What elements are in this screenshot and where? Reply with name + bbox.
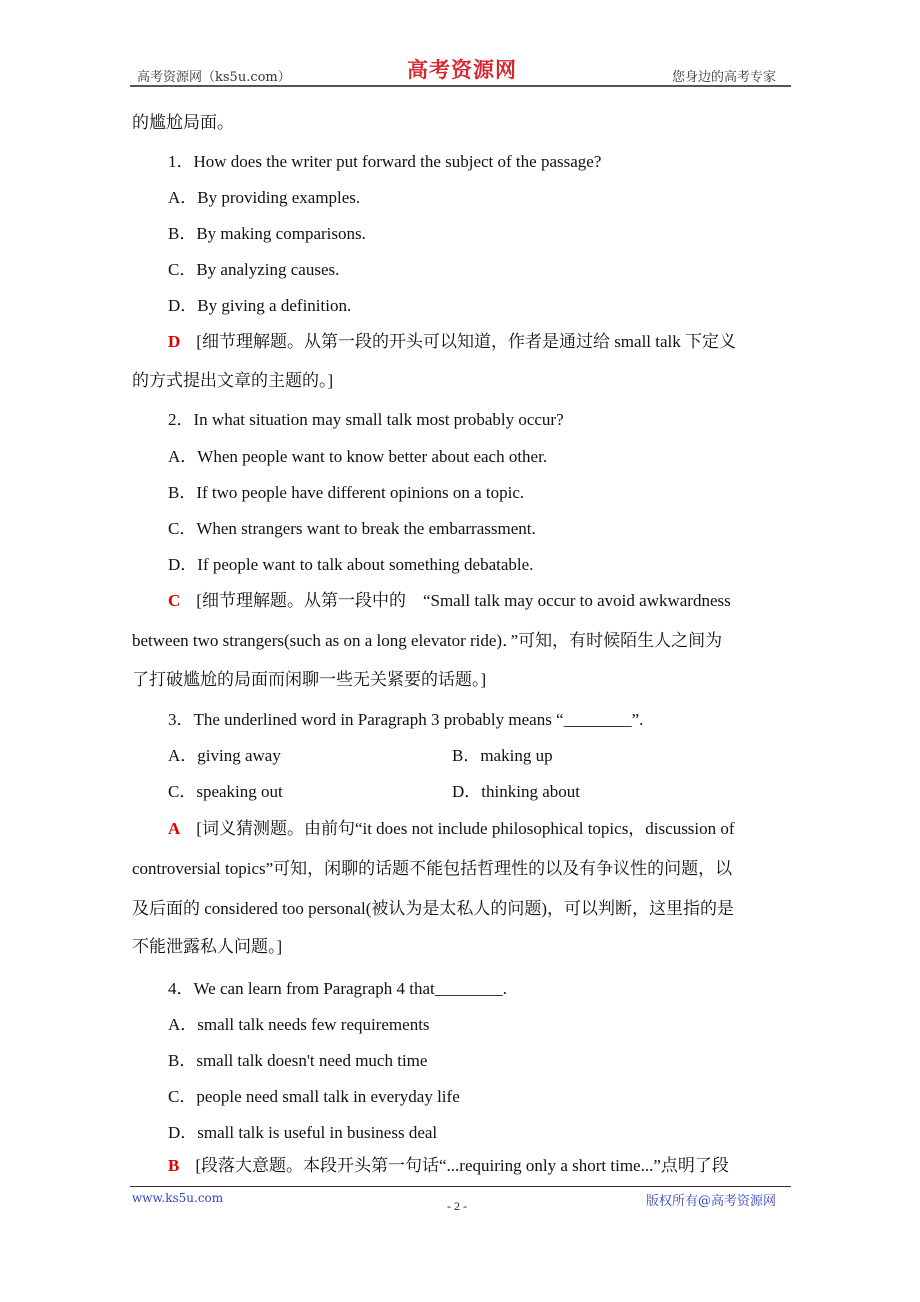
text-line: 了打破尴尬的局面而闲聊一些无关紧要的话题。] xyxy=(132,670,487,689)
footer-divider xyxy=(130,1186,791,1187)
option-1a: A．By providing examples. xyxy=(168,188,361,207)
explanation-text: [段落大意题。本段开头第一句话“...requiring only a short time...”点明了段 xyxy=(195,1156,729,1175)
answer-4: B xyxy=(168,1156,180,1175)
text-line: 的尴尬局面。 xyxy=(132,113,234,132)
header-divider xyxy=(130,85,791,87)
option-4c: C．people need small talk in everyday life xyxy=(168,1087,460,1106)
question-4: 4．We can learn from Paragraph 4 that________. xyxy=(168,979,507,998)
option-1b: B．By making comparisons. xyxy=(168,224,366,243)
footer-copyright: 版权所有@高考资源网 xyxy=(646,1194,777,1209)
question-1: 1．How does the writer put forward the subject of the passage? xyxy=(168,152,602,171)
option-2d: D．If people want to talk about something debatable. xyxy=(168,555,534,574)
answer-1: D xyxy=(168,332,181,351)
option-2b: B．If two people have different opinions on a topic. xyxy=(168,483,525,502)
text-line: 及后面的 considered too personal(被认为是太私人的问题)，可以判断，这里指的是 xyxy=(132,899,735,918)
option-3a: A．giving away xyxy=(168,746,281,765)
explanation-text: [细节理解题。从第一段的开头可以知道，作者是通过给 small talk 下定义 xyxy=(196,332,737,351)
question-2: 2．In what situation may small talk most probably occur? xyxy=(168,410,564,429)
text-line: between two strangers(such as on a long elevator ride)．”可知，有时候陌生人之间为 xyxy=(132,631,723,650)
option-2a: A．When people want to know better about each other. xyxy=(168,447,548,466)
explanation-1 xyxy=(168,331,736,353)
footer-link[interactable]: www.ks5u.com xyxy=(132,1191,224,1205)
header-site-name: 高考资源网（ks5u.com） xyxy=(137,70,291,85)
answer-2: C xyxy=(168,591,181,610)
text-line: 的方式提出文章的主题的。] xyxy=(132,371,334,390)
option-3c: C．speaking out xyxy=(168,782,283,801)
explanation-text: [细节理解题。从第一段中的 “Small talk may occur to avoid awkwardness xyxy=(196,591,731,610)
option-2c: C．When strangers want to break the embarrassment. xyxy=(168,519,536,538)
explanation-text: [词义猜测题。由前句“it does not include philosophical topics，discussion of xyxy=(196,819,735,838)
explanation-2 xyxy=(168,590,731,612)
option-4a: A．small talk needs few requirements xyxy=(168,1015,430,1034)
option-4b: B．small talk doesn't need much time xyxy=(168,1051,428,1070)
option-4d: D．small talk is useful in business deal xyxy=(168,1123,438,1142)
page-number: - 2 - xyxy=(447,1199,467,1213)
option-3b: B．making up xyxy=(452,746,553,765)
header-slogan: 您身边的高考专家 xyxy=(672,70,777,85)
text-line: controversial topics”可知，闲聊的话题不能包括哲理性的以及有争议性的问题，以 xyxy=(132,859,733,878)
text-line: 不能泄露私人问题。] xyxy=(132,937,283,956)
explanation-4 xyxy=(168,1155,729,1177)
answer-3: A xyxy=(168,819,181,838)
explanation-3 xyxy=(168,818,735,840)
option-3d: D．thinking about xyxy=(452,782,580,801)
option-1d: D．By giving a definition. xyxy=(168,296,352,315)
question-3: 3．The underlined word in Paragraph 3 probably means “________”. xyxy=(168,710,644,729)
option-1c: C．By analyzing causes. xyxy=(168,260,340,279)
header-logo: 高考资源网 xyxy=(407,57,517,82)
